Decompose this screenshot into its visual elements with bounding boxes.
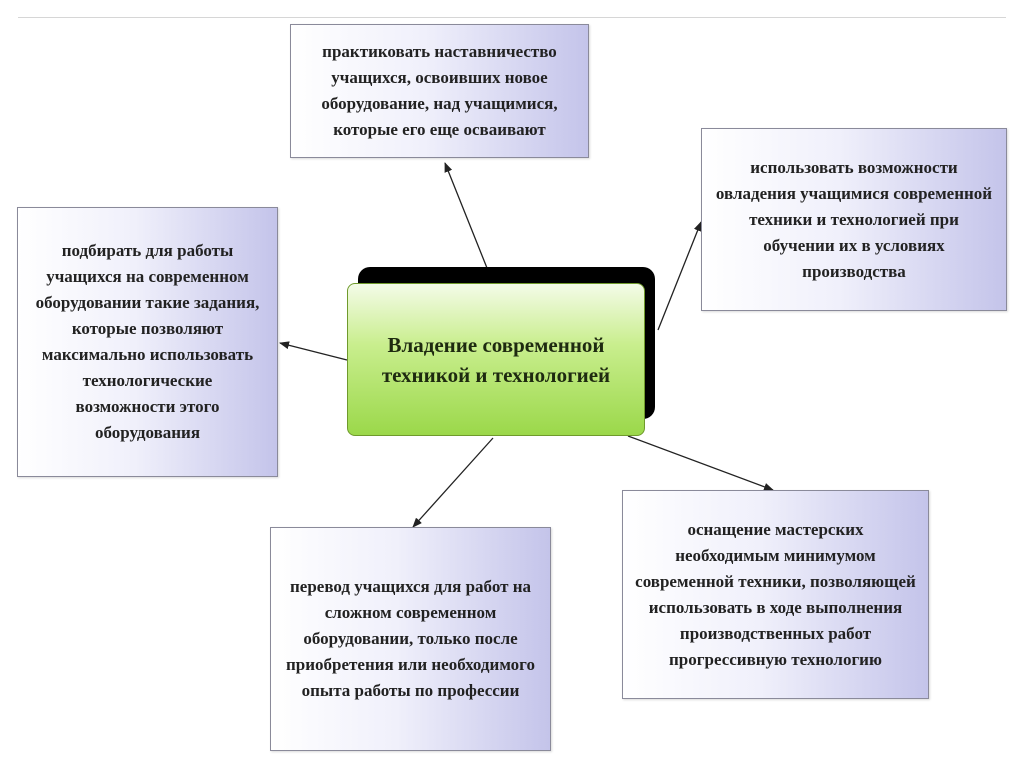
node-bottom-text: перевод учащихся для работ на сложном современном оборудовании, только после приобретения или необходимого опыта работы по профессии	[286, 577, 535, 700]
node-left	[17, 207, 278, 477]
node-bottom-right	[622, 490, 929, 699]
node-top-text: практиковать наставничество учащихся, освоивших новое оборудование, над учащимися, которые его еще осваивают	[321, 42, 558, 139]
node-bottom	[270, 527, 551, 751]
arrow-to-top	[445, 163, 487, 268]
node-right	[701, 128, 1007, 311]
arrow-to-left	[280, 343, 347, 360]
node-right-text: использовать возможности овладения учащимися современной техники и технологией при обучении их в условиях производства	[715, 157, 993, 281]
center-node-label: Владение современной техникой и технологией	[381, 332, 611, 387]
center-node	[347, 283, 645, 436]
arrow-to-bottom	[413, 438, 493, 527]
arrow-to-bottom-right	[628, 436, 773, 490]
node-bottom-right-text: оснащение мастерских необходимым минимумом современной техники, позволяющей использовать в ходе выполнения производственных работ прогрессивную технологию	[635, 519, 916, 669]
node-left-text: подбирать для работы учащихся на современном оборудовании такие задания, которые позволяют максимально использовать технологические возможности этого оборудования	[35, 241, 260, 442]
node-top	[290, 24, 589, 158]
arrow-to-right	[658, 222, 701, 330]
